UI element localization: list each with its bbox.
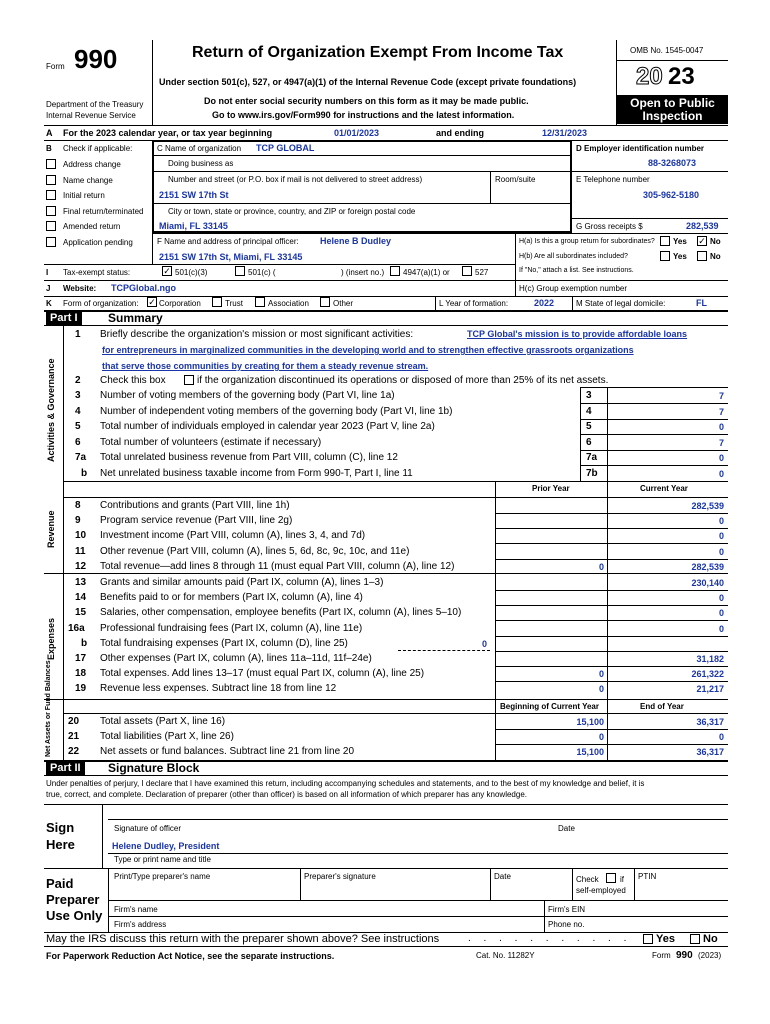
footer-form-label: Form — [652, 951, 671, 960]
check-label: Check — [576, 875, 599, 884]
exp-current-value[interactable]: 31,182 — [696, 654, 724, 664]
net-eoy-value[interactable]: 36,317 — [696, 717, 724, 727]
website-value[interactable]: TCPGlobal.ngo — [111, 283, 176, 293]
exp-line-num: 16a — [68, 622, 85, 634]
gov-line-text: Number of independent voting members of the governing body (Part VI, line 1b) — [100, 405, 453, 417]
net-eoy-value[interactable]: 36,317 — [696, 747, 724, 757]
insert-no-label: ) (insert no.) — [341, 268, 385, 277]
exp-line-num: 17 — [75, 653, 87, 664]
box-b-item-label: Initial return — [63, 191, 105, 201]
gov-line-text: Total number of volunteers (estimate if necessary) — [100, 436, 322, 448]
exp-current-value[interactable]: 230,140 — [691, 578, 724, 588]
part-1-title: Summary — [108, 311, 163, 325]
street-address[interactable]: 2151 SW 17th St — [159, 190, 229, 200]
if-label: if — [620, 875, 624, 884]
tax-year-outline: 20 — [636, 63, 663, 90]
discuss-yes-checkbox[interactable] — [643, 934, 653, 944]
exp-prior-value[interactable]: 0 — [598, 669, 604, 680]
exp-line-num: 14 — [75, 592, 87, 604]
gov-line-box: 5 — [586, 421, 592, 433]
exp-current-value[interactable]: 0 — [718, 608, 724, 619]
dept-treasury: Department of the Treasury — [46, 100, 144, 109]
rev-line-num: 9 — [75, 515, 81, 527]
city-state-zip[interactable]: Miami, FL 33145 — [159, 221, 228, 231]
signature-officer-label: Signature of officer — [114, 824, 182, 833]
net-boy-value[interactable]: 0 — [598, 732, 604, 742]
rev-current-value[interactable]: 0 — [718, 531, 724, 542]
box-b-item-label: Application pending — [63, 238, 133, 247]
line-16b-text: Total fundraising expenses (Part IX, column (D), line 25) — [100, 637, 348, 649]
box-b-checkbox[interactable] — [46, 206, 56, 216]
box-b-label: B — [46, 144, 52, 153]
exp-line-text: Grants and similar amounts paid (Part IX, column (A), lines 1–3) — [100, 577, 384, 588]
line-2-text-b: if the organization discontinued its operations or disposed of more than 25% of its net assets. — [197, 375, 609, 386]
527-checkbox[interactable] — [462, 266, 472, 276]
corporation-label: Corporation — [159, 299, 201, 308]
row-i-text: Tax-exempt status: — [63, 268, 131, 277]
firm-name-label: Firm's name — [114, 905, 158, 914]
ein-value[interactable]: 88-3268073 — [648, 158, 697, 168]
and-ending-label: and ending — [436, 128, 484, 138]
sign-label: Sign — [46, 820, 75, 835]
hb-yes-checkbox[interactable] — [660, 251, 670, 261]
sign-date-label: Date — [558, 824, 575, 833]
exp-prior-value[interactable]: 0 — [598, 684, 604, 695]
officer-name[interactable]: Helene B Dudley — [320, 236, 392, 246]
footer-form-year: (2023) — [698, 951, 722, 960]
exp-line-text: Total expenses. Add lines 13–17 (must equal Part IX, column (A), line 25) — [100, 668, 425, 680]
row-k-label: K — [46, 299, 52, 308]
box-b-checkbox[interactable] — [46, 159, 56, 169]
rev-line-text: Program service revenue (Part VIII, line 2g) — [100, 515, 293, 527]
box-b-item-label: Amended return — [63, 222, 121, 232]
footer-form-number: 990 — [676, 950, 693, 961]
gov-line-num: 6 — [75, 436, 81, 448]
rev-line-text: Investment income (Part VIII, column (A), lines 3, 4, and 7d) — [100, 530, 366, 542]
rev-line-num: 10 — [75, 530, 87, 542]
form-title: Return of Organization Exempt From Income Tax — [192, 44, 564, 61]
row-a-label: A — [46, 128, 53, 138]
tax-year-begin[interactable]: 01/01/2023 — [334, 128, 380, 138]
gov-line-num: 4 — [75, 405, 81, 417]
hb-label: H(b) Are all subordinates included? — [519, 253, 628, 260]
officer-name-title[interactable]: Helene Dudley, President — [112, 841, 220, 851]
net-line-text: Total assets (Part X, line 16) — [100, 716, 226, 727]
corporation-checkbox[interactable]: ✓ — [148, 297, 156, 307]
hb-yes-label: Yes — [673, 252, 687, 261]
officer-address[interactable]: 2151 SW 17th St, Miami, FL 33145 — [159, 252, 303, 262]
rev-line-num: 11 — [75, 545, 86, 557]
gov-line-text: Total unrelated business revenue from Part VIII, column (C), line 12 — [100, 452, 398, 464]
mission-line-1[interactable]: TCP Global's mission is to provide affordable loans — [467, 329, 688, 339]
year-formation-value[interactable]: 2022 — [534, 298, 555, 308]
city-label: City or town, state or province, country, and ZIP or foreign postal code — [168, 207, 416, 216]
phone-no-label: Phone no. — [548, 920, 585, 929]
net-line-num: 20 — [68, 716, 80, 727]
h-note: If "No," attach a list. See instructions. — [519, 267, 634, 274]
hc-label: H(c) Group exemption number — [519, 284, 628, 293]
box-b-title: Check if applicable: — [63, 144, 133, 153]
gov-line-box: 4 — [586, 405, 592, 417]
preparer-label: Preparer — [46, 892, 100, 907]
irs-label: Internal Revenue Service — [46, 111, 136, 120]
part-2-tag: Part II — [46, 761, 85, 775]
row-k-text: Form of organization: — [63, 299, 139, 308]
ha-no-label: No — [710, 237, 721, 246]
phone-label: E Telephone number — [576, 175, 650, 184]
privacy-notice: Do not enter social security numbers on this form as it may be made public. — [204, 96, 529, 106]
side-activities-governance: Activities & Governance — [46, 358, 56, 462]
gov-line-box: 3 — [586, 390, 592, 401]
tax-year-end[interactable]: 12/31/2023 — [542, 128, 588, 138]
exp-line-num: 18 — [75, 668, 87, 680]
perjury-text-2: true, correct, and complete. Declaration of preparer (other than officer) is based on all information of which preparer has any knowledge. — [46, 790, 527, 799]
exp-line-text: Salaries, other compensation, employee benefits (Part IX, column (A), lines 5–10) — [100, 607, 462, 619]
trust-checkbox[interactable] — [212, 297, 222, 307]
domicile-value[interactable]: FL — [696, 298, 707, 308]
line-1-text: Briefly describe the organization's mission or most significant activities: — [100, 329, 414, 340]
row-j-text: Website: — [63, 284, 97, 293]
hb-no-checkbox[interactable] — [697, 251, 707, 261]
gov-line-num: b — [81, 468, 88, 479]
gov-line-value[interactable]: 7 — [718, 437, 724, 448]
ha-label: H(a) Is this a group return for subordinates? — [519, 238, 655, 245]
net-line-text: Net assets or fund balances. Subtract line 21 from line 20 — [100, 746, 355, 757]
box-b-item-label: Name change — [63, 175, 113, 185]
gov-line-box: 7a — [586, 452, 598, 464]
trust-label: Trust — [225, 299, 243, 308]
line-2-num: 2 — [75, 375, 81, 386]
net-line-num: 21 — [68, 731, 80, 742]
4947-checkbox[interactable] — [390, 266, 400, 276]
discuss-no-label: No — [703, 933, 718, 945]
ein-label: D Employer identification number — [576, 144, 705, 153]
527-label: 527 — [475, 268, 489, 277]
part-1-tag: Part I — [46, 311, 82, 325]
gov-line-box: 7b — [586, 468, 598, 479]
cat-number: Cat. No. 11282Y — [476, 951, 535, 960]
501c3-label: 501(c)(3) — [175, 268, 208, 277]
gross-receipts-value[interactable]: 282,539 — [686, 221, 719, 231]
gov-line-text: Number of voting members of the governing body (Part VI, line 1a) — [100, 390, 395, 401]
gov-line-box: 6 — [586, 436, 592, 448]
net-eoy-value[interactable]: 0 — [718, 732, 724, 742]
discuss-question: May the IRS discuss this return with the preparer shown above? See instructions — [46, 933, 440, 945]
preparer-date-label: Date — [494, 872, 511, 881]
rev-line-text: Contributions and grants (Part VIII, line 1h) — [100, 500, 290, 511]
ptin-label: PTIN — [638, 872, 657, 881]
phone-value[interactable]: 305-962-5180 — [643, 190, 700, 200]
side-expenses: Expenses — [46, 617, 56, 660]
hb-no-label: No — [710, 252, 721, 261]
exp-line-text: Professional fundraising fees (Part IX, column (A), line 11e) — [100, 622, 363, 634]
association-checkbox[interactable] — [255, 297, 265, 307]
501c3-checkbox[interactable]: ✓ — [163, 266, 171, 276]
row-a-text: For the 2023 calendar year, or tax year beginning — [63, 128, 273, 138]
box-b-checkbox[interactable] — [46, 237, 56, 247]
box-b-item-label: Address change — [63, 160, 121, 169]
exp-line-text: Other expenses (Part IX, column (A), lines 11a–11d, 11f–24e) — [100, 653, 372, 664]
type-name-label: Type or print name and title — [114, 855, 211, 864]
rev-current-value[interactable]: 0 — [718, 546, 724, 557]
discuss-yes-label: Yes — [656, 933, 675, 945]
omb-number: OMB No. 1545-0047 — [630, 46, 704, 55]
rev-prior-value[interactable]: 0 — [598, 561, 604, 572]
use-only-label: Use Only — [46, 908, 103, 923]
exp-line-num: 13 — [75, 577, 87, 588]
year-formation-label: L Year of formation: — [439, 299, 509, 308]
net-line-num: 22 — [68, 746, 80, 757]
preparer-signature-label: Preparer's signature — [304, 872, 376, 881]
discontinued-checkbox[interactable] — [184, 375, 194, 385]
side-revenue: Revenue — [46, 510, 56, 548]
org-name[interactable]: TCP GLOBAL — [256, 143, 315, 153]
ha-yes-checkbox[interactable] — [660, 236, 670, 246]
dba-label: Doing business as — [168, 159, 234, 168]
line-16b-num: b — [81, 637, 88, 649]
box-c — [152, 140, 572, 233]
box-b-checkbox[interactable] — [46, 190, 56, 200]
gov-line-value[interactable]: 0 — [718, 453, 724, 464]
4947-label: 4947(a)(1) or — [403, 268, 450, 277]
self-employed-label: self-employed — [576, 886, 626, 895]
org-name-label: C Name of organization — [157, 144, 242, 153]
rev-line-text: Total revenue—add lines 8 through 11 (must equal Part VIII, column (A), line 12) — [100, 560, 455, 572]
form-subtitle: Under section 501(c), 527, or 4947(a)(1) of the Internal Revenue Code (except private foundations) — [159, 77, 577, 87]
box-b-checkbox[interactable] — [46, 221, 56, 231]
line-1-num: 1 — [75, 329, 81, 340]
net-boy-value[interactable]: 15,100 — [576, 717, 604, 727]
exp-current-value[interactable]: 0 — [718, 593, 724, 604]
mission-line-2[interactable]: for entrepreneurs in marginalized communities in the developing world and to strengthen effective grassroots organizations — [102, 345, 634, 355]
exp-line-text: Revenue less expenses. Subtract line 18 from line 12 — [100, 683, 337, 695]
mission-line-3[interactable]: that serve those communities by creating for them a steady revenue stream. — [102, 361, 429, 371]
gov-line-value[interactable]: 7 — [718, 391, 724, 401]
net-boy-value[interactable]: 15,100 — [576, 747, 604, 757]
gov-line-num: 7a — [75, 452, 87, 464]
box-b-checkbox[interactable] — [46, 175, 56, 185]
line-16b-value[interactable]: 0 — [482, 638, 488, 649]
501c-label: 501(c) ( — [248, 268, 276, 277]
form-label: Form — [46, 62, 65, 71]
perjury-text-1: Under penalties of perjury, I declare that I have examined this return, including accompanying schedules and statements, and to the best of my knowledge and belief, it is — [46, 779, 645, 788]
gov-line-value[interactable]: 0 — [718, 422, 724, 433]
rev-current-value[interactable]: 282,539 — [691, 561, 724, 572]
tax-year-solid: 23 — [668, 63, 695, 90]
prior-year-header: Prior Year — [532, 484, 570, 493]
gov-line-text: Net unrelated business taxable income from Form 990-T, Part I, line 11 — [100, 468, 413, 479]
paperwork-notice: For Paperwork Reduction Act Notice, see the separate instructions. — [46, 951, 335, 961]
gov-line-num: 5 — [75, 421, 81, 433]
rev-current-value[interactable]: 282,539 — [691, 501, 724, 511]
other-checkbox[interactable] — [320, 297, 330, 307]
open-inspection-badge: Open to Public Inspection — [617, 95, 728, 124]
ha-no-checkbox[interactable]: ✓ — [698, 236, 706, 246]
current-year-header: Current Year — [640, 484, 688, 493]
row-j-label: J — [46, 284, 51, 293]
exp-current-value[interactable]: 0 — [718, 623, 724, 634]
row-i-label: I — [46, 268, 49, 277]
net-line-text: Total liabilities (Part X, line 26) — [100, 731, 234, 742]
discuss-no-checkbox[interactable] — [690, 934, 700, 944]
domicile-label: M State of legal domicile: — [576, 299, 666, 308]
preparer-name-label: Print/Type preparer's name — [114, 872, 211, 881]
self-employed-checkbox[interactable] — [606, 873, 616, 883]
street-label: Number and street (or P.O. box if mail is not delivered to street address) — [168, 175, 423, 184]
exp-line-num: 15 — [75, 607, 87, 619]
eoy-header: End of Year — [640, 702, 684, 711]
here-label: Here — [46, 837, 75, 852]
exp-line-num: 19 — [75, 683, 87, 695]
boy-header: Beginning of Current Year — [500, 702, 599, 711]
box-b-item-label: Final return/terminated — [63, 206, 144, 216]
room-suite-label: Room/suite — [495, 175, 536, 184]
form-number: 990 — [74, 44, 118, 74]
paid-label: Paid — [46, 876, 74, 891]
part-2-title: Signature Block — [108, 761, 200, 775]
ha-yes-label: Yes — [673, 237, 687, 246]
officer-label: F Name and address of principal officer: — [157, 237, 299, 246]
501c-checkbox[interactable] — [235, 266, 245, 276]
gov-line-value[interactable]: 7 — [718, 406, 724, 417]
instructions-notice: Go to www.irs.gov/Form990 for instructions and the latest information. — [212, 110, 515, 120]
gov-line-text: Total number of individuals employed in calendar year 2023 (Part V, line 2a) — [100, 421, 435, 433]
exp-current-value[interactable]: 21,217 — [696, 684, 724, 695]
rev-line-num: 8 — [75, 500, 81, 511]
rev-current-value[interactable]: 0 — [718, 516, 724, 527]
side-net-assets: Net Assets or Fund Balances — [45, 660, 52, 757]
gross-receipts-label: G Gross receipts $ — [576, 222, 643, 231]
association-label: Association — [268, 299, 309, 308]
exp-current-value[interactable]: 261,322 — [691, 669, 724, 680]
firm-ein-label: Firm's EIN — [548, 905, 586, 914]
other-label: Other — [333, 299, 354, 308]
gov-line-value[interactable]: 0 — [718, 469, 724, 479]
gov-line-num: 3 — [75, 390, 81, 401]
rev-line-text: Other revenue (Part VIII, column (A), lines 5, 6d, 8c, 9c, 10c, and 11e) — [100, 545, 410, 557]
rev-line-num: 12 — [75, 560, 87, 572]
exp-line-text: Benefits paid to or for members (Part IX, column (A), line 4) — [100, 592, 363, 604]
firm-address-label: Firm's address — [114, 920, 167, 929]
line-2-text-a: Check this box — [100, 375, 166, 386]
